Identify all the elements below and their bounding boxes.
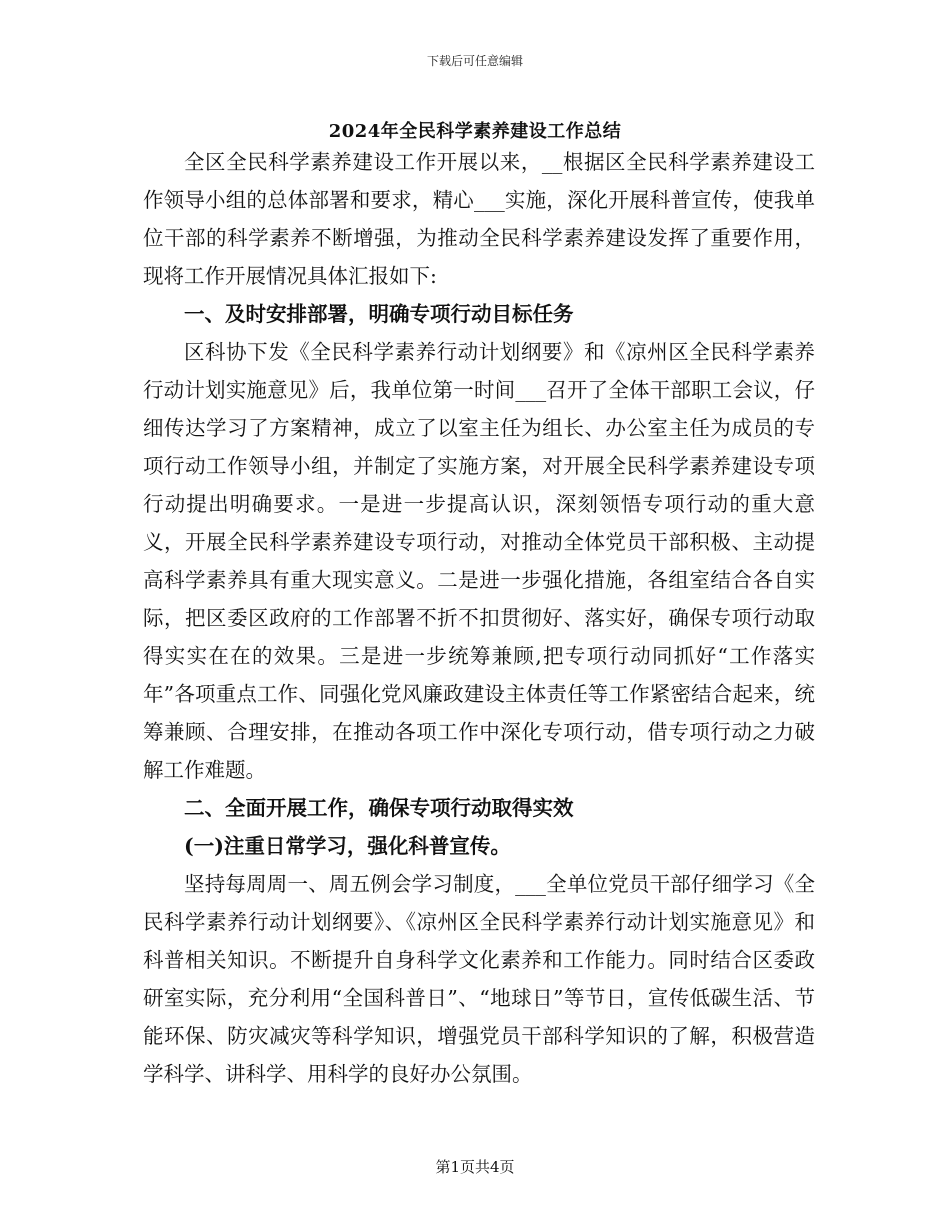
section-heading-1: 一、及时安排部署，明确专项行动目标任务 [184,302,574,326]
page-number: 第1页共4页 [435,1158,515,1176]
section-1-paragraph: 区科协下发《全民科学素养行动计划纲要》和《凉州区全民科学素养行动计划实施意见》后，我单位第一时间___召开了全体干部职工会议，仔细传达学习了方案精神，成立了以室主任为组长、办公室主任为成员的专项行动工作领导小组，并制定了实施方案，对开展全民科学素养建设专项行动提出明确要求。一是进一步提高认识，深刻领悟专项行动的重大意义，开展全民科学素养建设专项行动，对推动全体党员干部积极、主动提高科学素养具有重大现实意义。二是进一步强化措施，各组室结合各自实际，把区委区政府的工作部署不折不扣贯彻好、落实好，确保专项行动取得实实在在的效果。三是进一步统筹兼顾,把专项行动同抓好“工作落实年”各项重点工作、同强化党风廉政建设主体责任等工作紧密结合起来，统筹兼顾、合理安排，在推动各项工作中深化专项行动，借专项行动之力破解工作难题。 [143,340,815,782]
subsection-heading-1: (一)注重日常学习，强化科普宣传。 [184,834,511,858]
header-note: 下载后可任意编辑 [426,54,523,68]
intro-paragraph: 全区全民科学素养建设工作开展以来，__根据区全民科学素养建设工作领导小组的总体部署和要求，精心___实施，深化开展科普宣传，使我单位干部的科学素养不断增强，为推动全民科学素养建设发挥了重要作用，现将工作开展情况具体汇报如下: [143,150,815,288]
document-body [143,143,815,1093]
document-title: 2024年全民科学素养建设工作总结 [328,121,622,142]
section-heading-2: 二、全面开展工作，确保专项行动取得实效 [184,796,574,820]
subsection-1-paragraph: 坚持每周周一、周五例会学习制度，___全单位党员干部仔细学习《全民科学素养行动计划纲要》、《凉州区全民科学素养行动计划实施意见》和科普相关知识。不断提升自身科学文化素养和工作能力。同时结合区委政研室实际，充分利用“全国科普日”、“地球日”等节日，宣传低碳生活、节能环保、防灾减灾等科学知识，增强党员干部科学知识的了解，积极营造学科学、讲科学、用科学的良好办公氛围。 [143,872,815,1086]
